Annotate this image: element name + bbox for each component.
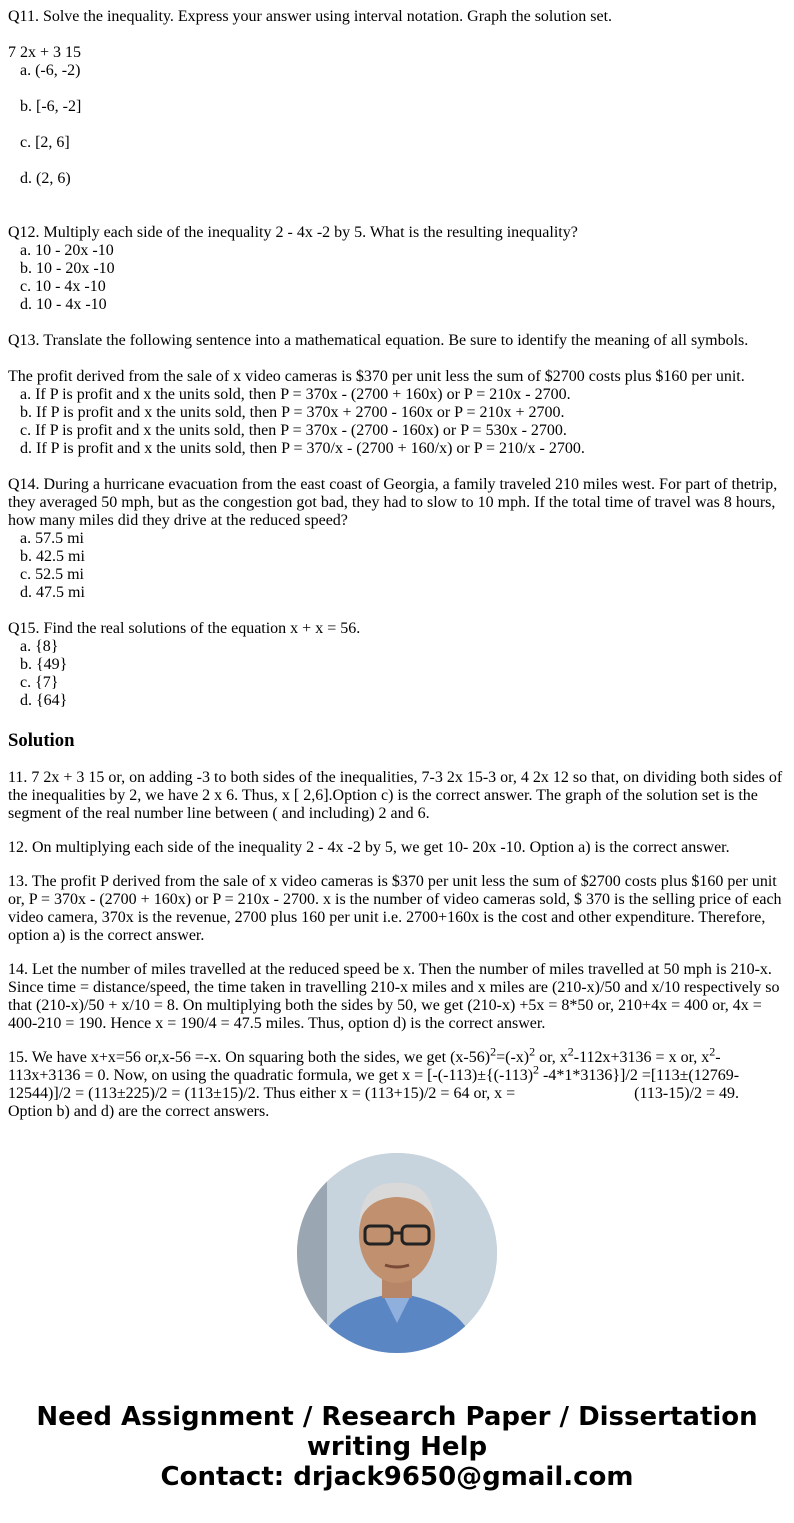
option: d. 10 - 4x -10 (20, 296, 107, 313)
question-title: Q15. Find the real solutions of the equation x + x = 56. (8, 620, 361, 637)
footer-help-text: Need Assignment / Research Paper / Dissertation writing Help (36, 1402, 758, 1462)
superscript: 2 (709, 1044, 716, 1059)
question-title: Q12. Multiply each side of the inequality 2 - 4x -2 by 5. What is the resulting inequality? (8, 224, 578, 241)
option: a. {8} (20, 638, 59, 655)
solution-heading: Solution (8, 730, 75, 751)
superscript: 2 (567, 1044, 574, 1059)
option: a. 10 - 20x -10 (20, 242, 114, 259)
question-expression: 7 2x + 3 15 (8, 44, 82, 61)
text: or, x (535, 1049, 568, 1066)
question-title: Q13. Translate the following sentence into a mathematical equation. Be sure to identify the meaning of all symbols. (8, 332, 749, 349)
solution-13: 13. The profit P derived from the sale of x video cameras is $370 per unit less the sum of $2700 costs plus $160 per unit or, P = 370x - (2700 + 160x) or P = 210x - 2700. x is the number of video cameras sold, $ 370 is the selling price of each video camera, 370x is the revenue, 2700 plus 160 per unit i.e. 2700+160x is the cost and other expenditure. Therefore, option a) is the correct answer. (8, 873, 782, 944)
superscript: 2 (533, 1062, 540, 1077)
solution-14: 14. Let the number of miles travelled at the reduced speed be x. Then the number of miles travelled at 50 mph is 210-x. Since time = distance/speed, the time taken in travelling 210-x miles and x miles are (210-x)/50 and x/10 respectively so that (210-x)/50 + x/10 = 8. On multiplying both the sides by 50, we get (210-x) +5x = 8*50 or, 210+4x = 400 or, 4x = 400-210 = 190. Hence x = 190/4 = 47.5 miles. Thus, option d) is the correct answer. (8, 961, 780, 1032)
question-12 (8, 224, 786, 314)
option: c. [2, 6] (20, 134, 70, 151)
question-text: The profit derived from the sale of x video cameras is $370 per unit less the sum of $2700 costs plus $160 per unit. (8, 368, 745, 385)
option: b. 42.5 mi (20, 548, 85, 565)
question-11 (8, 8, 786, 188)
option: a. (-6, -2) (20, 62, 81, 79)
author-avatar (297, 1153, 497, 1353)
option: a. 57.5 mi (20, 530, 84, 547)
option: c. If P is profit and x the units sold, then P = 370x - (2700 - 160x) or P = 530x - 2700. (20, 422, 567, 439)
text: =(-x) (496, 1049, 530, 1066)
option: d. (2, 6) (20, 170, 71, 187)
option: b. [-6, -2] (20, 98, 82, 115)
superscript: 2 (529, 1044, 536, 1059)
option: c. 10 - 4x -10 (20, 278, 106, 295)
question-15 (8, 620, 786, 710)
option: b. 10 - 20x -10 (20, 260, 115, 277)
option: b. {49} (20, 656, 68, 673)
footer-email: Contact: drjack9650@gmail.com (160, 1462, 634, 1492)
option: c. 52.5 mi (20, 566, 84, 583)
option: d. {64} (20, 692, 68, 709)
solution-12: 12. On multiplying each side of the inequality 2 - 4x -2 by 5, we get 10- 20x -10. Option a) is the correct answer. (8, 839, 730, 856)
option: d. If P is profit and x the units sold, then P = 370/x - (2700 + 160/x) or P = 210/x - 2700. (20, 440, 585, 457)
solution-15 (8, 1044, 786, 1121)
text: (113-15)/2 = 49. Option b) and d) are the correct answers. (8, 1085, 740, 1120)
option: d. 47.5 mi (20, 584, 85, 601)
text: -4*1*3136}]/2 =[113±(12769-12544)]/2 = (113±225)/2 = (113±15)/2. Thus either x = (113+15)/2 = 64 or, x = (8, 1067, 740, 1102)
question-14 (8, 476, 786, 602)
option: a. If P is profit and x the units sold, then P = 370x - (2700 + 160x) or P = 210x - 2700. (20, 386, 571, 403)
question-title: Q11. Solve the inequality. Express your answer using interval notation. Graph the solution set. (8, 8, 613, 25)
option: c. {7} (20, 674, 59, 691)
text: 15. We have x+x=56 or,x-56 =-x. On squaring both the sides, we get (x-56) (8, 1049, 491, 1066)
question-13 (8, 332, 786, 458)
text: -113x+3136 = 0. Now, on using the quadratic formula, we get x = [-(-113)±{(-113) (8, 1049, 721, 1084)
footer-contact (0, 1402, 794, 1492)
question-title: Q14. During a hurricane evacuation from the east coast of Georgia, a family traveled 210 miles west. For part of thetrip, they averaged 50 mph, but as the congestion got bad, they had to slow to 10 mph. If the total time of travel was 8 hours, how many miles did they drive at the reduced speed? (8, 476, 778, 529)
superscript: 2 (490, 1044, 497, 1059)
solution-section (8, 722, 786, 1123)
option: b. If P is profit and x the units sold, then P = 370x + 2700 - 160x or P = 210x + 2700. (20, 404, 565, 421)
text: -112x+3136 = x or, x (573, 1049, 710, 1066)
solution-11: 11. 7 2x + 3 15 or, on adding -3 to both sides of the inequalities, 7-3 2x 15-3 or, 4 2x 12 so that, on dividing both sides of the inequalities by 2, we have 2 x 6. Thus, x [ 2,6].Option c) is the correct answer. The graph of the solution set is the segment of the real number line between ( and including) 2 and 6. (8, 769, 783, 822)
